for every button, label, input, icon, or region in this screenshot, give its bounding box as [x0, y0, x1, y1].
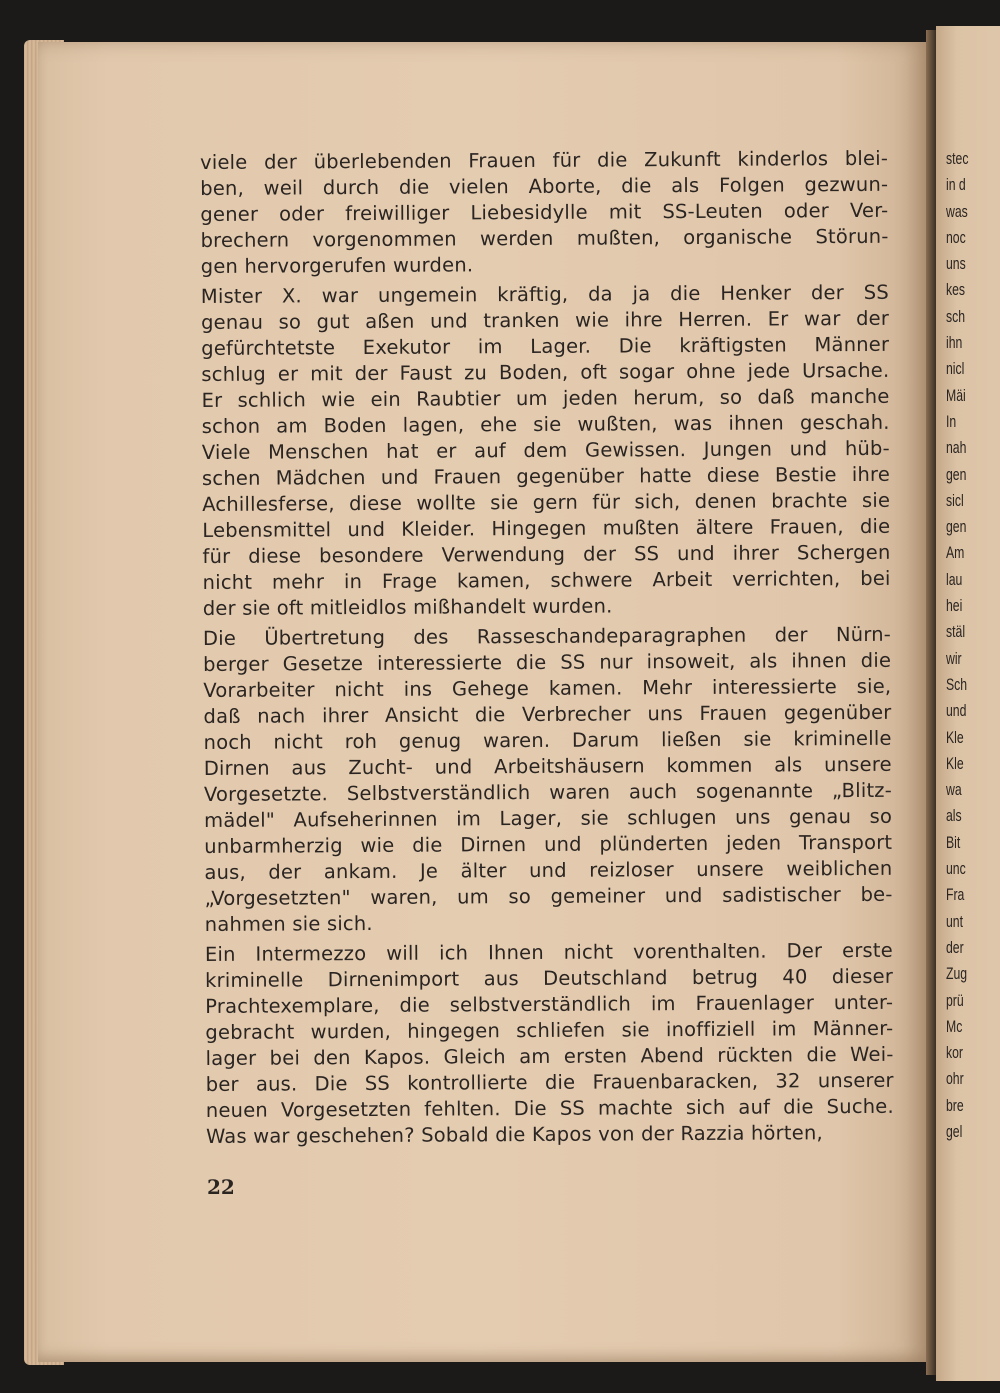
fragment-line: Mäi — [946, 385, 966, 405]
text-line: gefürchtetste Exekutor im Lager. Die kräftigsten Männer — [201, 332, 890, 360]
text-line: „Vorgesetzten" waren, um so gemeiner und sadistischer be- — [204, 882, 893, 910]
text-line: gen hervorgerufen wurden. — [200, 253, 474, 278]
fragment-line: kes — [946, 280, 966, 300]
text-line: daß nach ihrer Ansicht die Verbrecher uns Frauen gegenüber — [203, 700, 892, 728]
text-line: mädel" Aufseherinnen im Lager, sie schlugen uns genau so — [204, 804, 893, 832]
text-line: noch nicht roh genug waren. Darum ließen sie kriminelle — [203, 726, 892, 754]
fragment-line: kor — [946, 1043, 964, 1063]
text-line: kriminelle Dirnenimport aus Deutschland betrug 40 dieser — [205, 964, 894, 992]
text-line: neuen Vorgesetzten fehlten. Die SS machte sich auf die Suche. — [205, 1094, 894, 1122]
fragment-line: in d — [946, 175, 966, 195]
text-line: gebracht wurden, hingegen schliefen sie inoffiziell im Männer- — [205, 1016, 894, 1044]
text-line: viele der überlebenden Frauen für die Zukunft kinderlos blei- — [200, 146, 889, 174]
fragment-line: In — [946, 411, 957, 431]
text-line: lager bei den Kapos. Gleich am ersten Abend rückten die Wei- — [205, 1042, 894, 1070]
fragment-line: stäl — [946, 622, 966, 642]
text-line: Lebensmittel und Kleider. Hingegen mußten ältere Frauen, die — [202, 514, 891, 542]
text-line: Mister X. war ungemein kräftig, da ja die Henker der SS — [200, 280, 889, 308]
text-line: ber aus. Die SS kontrollierte die Frauenbaracken, 32 unserer — [205, 1068, 894, 1096]
fragment-line: Am — [946, 543, 965, 563]
text-line: Was war geschehen? Sobald die Kapos von der Razzia hörten, — [205, 1121, 823, 1148]
text-line: schen Mädchen und Frauen gegenüber hatte diese Bestie ihre — [201, 462, 891, 490]
text-line: brechern vorgenommen werden mußten, organische Störun- — [200, 224, 889, 252]
fragment-line: unt — [946, 911, 964, 931]
text-line: der sie oft mitleidlos mißhandelt wurden. — [202, 594, 613, 620]
fragment-line: gel — [946, 1121, 963, 1141]
text-line: Achillesferse, diese wollte sie gern für sich, denen brachte sie — [202, 488, 891, 516]
fragment-line: der — [946, 937, 964, 957]
text-line: ben, weil durch die vielen Aborte, die als Folgen gezwun- — [200, 172, 889, 200]
text-line: nahmen sie sich. — [204, 911, 373, 936]
fragment-line: prü — [946, 990, 964, 1010]
fragment-line: sch — [946, 306, 966, 326]
fragment-line: Kle — [946, 727, 964, 747]
fragment-line: lau — [946, 569, 963, 589]
fragment-line: ohr — [946, 1069, 964, 1089]
right-page-text-fragments — [946, 146, 968, 1145]
text-line: Vorgesetzte. Selbstverständlich waren auch sogenannte „Blitz- — [203, 778, 892, 806]
text-line: Er schlich wie ein Raubtier um jeden herum, so daß manche — [201, 384, 890, 412]
fragment-line: wir — [946, 648, 962, 668]
fragment-line: Mc — [946, 1016, 963, 1036]
paragraph — [201, 280, 891, 622]
fragment-line: Sch — [946, 674, 968, 694]
fragment-line: was — [946, 201, 968, 221]
text-line: aus, der ankam. Je älter und reizloser unsere weiblichen — [204, 856, 893, 884]
text-line: Die Übertretung des Rasseschandeparagraphen der Nürn- — [202, 622, 892, 650]
text-line: schlug er mit der Faust zu Boden, oft sogar ohne jede Ursache. — [201, 358, 890, 386]
right-page-edge — [936, 26, 1000, 1381]
fragment-line: Bit — [946, 832, 961, 852]
fragment-line: als — [946, 806, 962, 826]
text-line: Dirnen aus Zucht- und Arbeitshäusern kommen als unsere — [203, 752, 892, 780]
text-line: genau so gut aßen und tranken wie ihre Herren. Er war der — [200, 306, 890, 334]
fragment-line: hei — [946, 596, 963, 616]
fragment-line: Fra — [946, 885, 965, 905]
fragment-line: stec — [946, 149, 969, 168]
text-line: für diese besondere Verwendung der SS und ihrer Schergen — [202, 540, 891, 568]
fragment-line: und — [946, 701, 967, 721]
fragment-line: gen — [946, 517, 967, 537]
text-line: unbarmherzig wie die Dirnen und plünderten jeden Transport — [204, 830, 893, 858]
text-line: Ein Intermezzo will ich Ihnen nicht vorenthalten. Der erste — [204, 938, 893, 966]
paragraph — [205, 938, 894, 1150]
paragraph — [200, 146, 889, 280]
fragment-line: unc — [946, 859, 966, 879]
paragraph — [203, 622, 893, 938]
fragment-line: nicl — [946, 359, 965, 379]
text-line: gener oder freiwilliger Liebesidylle mit SS-Leuten oder Ver- — [200, 198, 889, 226]
text-line: Vorarbeiter nicht ins Gehege kamen. Mehr interessierte sie, — [203, 674, 892, 702]
page-number: 22 — [207, 1175, 235, 1199]
fragment-line: wa — [946, 780, 962, 800]
book-gutter — [926, 30, 936, 1375]
fragment-line: bre — [946, 1095, 964, 1115]
text-line: Viele Menschen hat er auf dem Gewissen. Jungen und hüb- — [201, 436, 890, 464]
fragment-line: sicl — [946, 490, 964, 510]
fragment-line: Kle — [946, 753, 964, 773]
page-body-text — [200, 146, 894, 1154]
fragment-line: nah — [946, 438, 967, 458]
fragment-line: noc — [946, 227, 966, 247]
text-line: nicht mehr in Frage kamen, schwere Arbeit verrichten, bei — [202, 566, 891, 594]
fragment-line: uns — [946, 254, 966, 274]
text-line: berger Gesetze interessierte die SS nur insoweit, als ihnen die — [203, 648, 892, 676]
fragment-line: gen — [946, 464, 967, 484]
fragment-line: ihn — [946, 333, 963, 353]
fragment-line: Zug — [946, 964, 968, 984]
text-line: Prachtexemplare, die selbstverständlich im Frauenlager unter- — [205, 990, 894, 1018]
text-line: schon am Boden lagen, ehe sie wußten, was ihnen geschah. — [201, 410, 890, 438]
